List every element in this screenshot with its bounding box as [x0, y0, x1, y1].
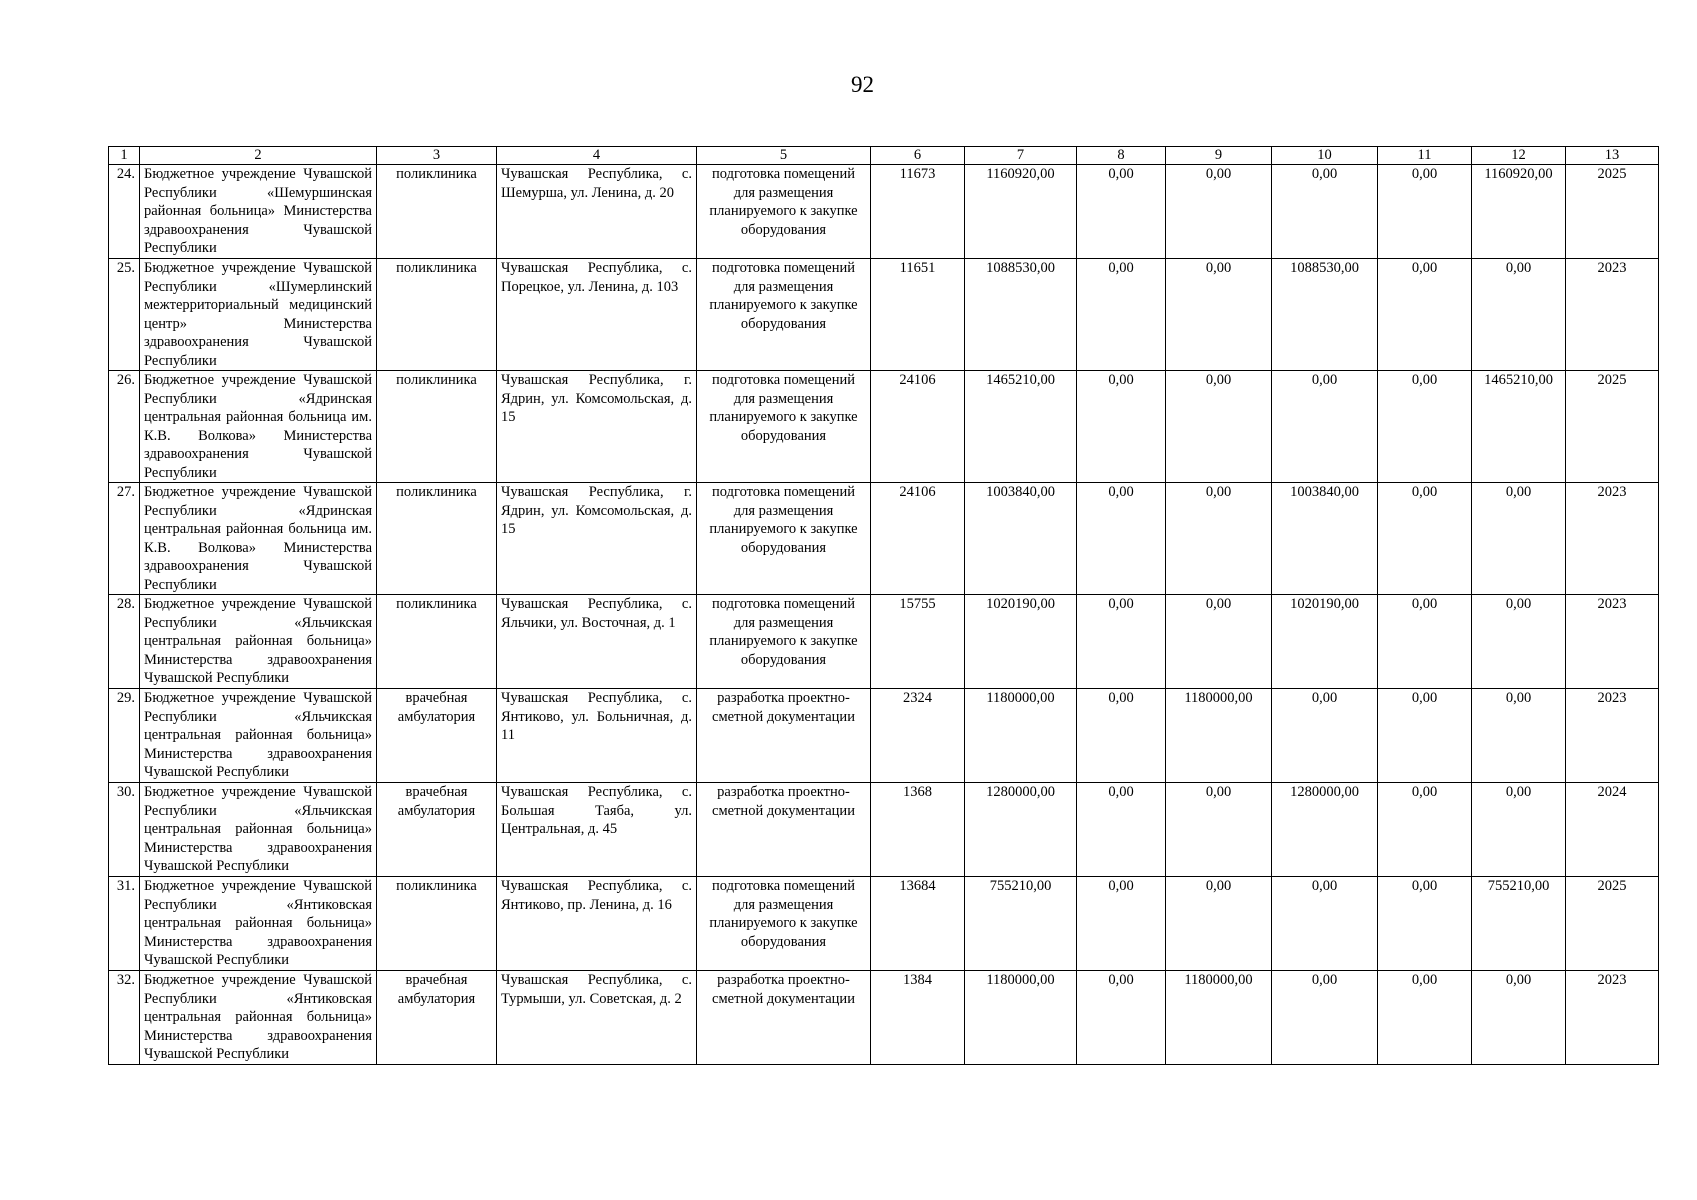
column-header: 10 — [1272, 147, 1378, 165]
cell-col-7: 1465210,00 — [965, 371, 1077, 483]
cell-col-11: 0,00 — [1378, 783, 1472, 877]
facility-type: поликлиника — [377, 483, 497, 595]
table-row — [109, 595, 1659, 689]
cell-col-9: 0,00 — [1166, 483, 1272, 595]
facility-address: Чувашская Республика, с. Яльчики, ул. Восточная, д. 1 — [497, 595, 697, 689]
cell-col-9: 0,00 — [1166, 259, 1272, 371]
cell-col-6: 1384 — [871, 971, 965, 1065]
row-number: 26. — [109, 371, 140, 483]
column-header: 11 — [1378, 147, 1472, 165]
cell-col-8: 0,00 — [1077, 783, 1166, 877]
organization-name: Бюджетное учреждение Чувашской Республики «Ядринская центральная районная больница им. К.В. Волкова» Министерства здравоохранения Чувашской Республики — [140, 483, 377, 595]
cell-col-10: 1003840,00 — [1272, 483, 1378, 595]
cell-col-12: 755210,00 — [1472, 877, 1566, 971]
cell-col-8: 0,00 — [1077, 595, 1166, 689]
row-number: 31. — [109, 877, 140, 971]
cell-col-12: 0,00 — [1472, 971, 1566, 1065]
column-header: 3 — [377, 147, 497, 165]
organization-name: Бюджетное учреждение Чувашской Республики «Шумерлинский межтерриториальный медицинский центр» Министерства здравоохранения Чувашской Республики — [140, 259, 377, 371]
organization-name: Бюджетное учреждение Чувашской Республики «Яльчикская центральная районная больница» Министерства здравоохранения Чувашской Республики — [140, 595, 377, 689]
cell-col-9: 1180000,00 — [1166, 689, 1272, 783]
column-header: 5 — [697, 147, 871, 165]
organization-name: Бюджетное учреждение Чувашской Республики «Янтиковская центральная районная больница» Министерства здравоохранения Чувашской Республики — [140, 971, 377, 1065]
cell-col-13: 2025 — [1566, 371, 1659, 483]
table-row — [109, 971, 1659, 1065]
cell-col-13: 2023 — [1566, 259, 1659, 371]
facility-type: поликлиника — [377, 165, 497, 259]
cell-col-9: 0,00 — [1166, 877, 1272, 971]
cell-col-11: 0,00 — [1378, 595, 1472, 689]
table-row — [109, 877, 1659, 971]
cell-col-6: 24106 — [871, 483, 965, 595]
cell-col-6: 11673 — [871, 165, 965, 259]
cell-col-11: 0,00 — [1378, 259, 1472, 371]
cell-col-7: 1160920,00 — [965, 165, 1077, 259]
cell-col-12: 1160920,00 — [1472, 165, 1566, 259]
cell-col-13: 2023 — [1566, 483, 1659, 595]
row-number: 32. — [109, 971, 140, 1065]
facility-address: Чувашская Республика, с. Турмыши, ул. Советская, д. 2 — [497, 971, 697, 1065]
cell-col-11: 0,00 — [1378, 165, 1472, 259]
organization-name: Бюджетное учреждение Чувашской Республики «Яльчикская центральная районная больница» Министерства здравоохранения Чувашской Республики — [140, 783, 377, 877]
cell-col-6: 24106 — [871, 371, 965, 483]
column-header: 12 — [1472, 147, 1566, 165]
cell-col-7: 1003840,00 — [965, 483, 1077, 595]
column-header: 13 — [1566, 147, 1659, 165]
table-body — [109, 165, 1659, 1065]
cell-col-8: 0,00 — [1077, 259, 1166, 371]
work-purpose: подготовка помещений для размещения планируемого к закупке оборудования — [697, 483, 871, 595]
work-purpose: подготовка помещений для размещения планируемого к закупке оборудования — [697, 259, 871, 371]
cell-col-8: 0,00 — [1077, 971, 1166, 1065]
work-purpose: подготовка помещений для размещения планируемого к закупке оборудования — [697, 595, 871, 689]
work-purpose: подготовка помещений для размещения планируемого к закупке оборудования — [697, 877, 871, 971]
facility-address: Чувашская Республика, с. Янтиково, ул. Больничная, д. 11 — [497, 689, 697, 783]
row-number: 29. — [109, 689, 140, 783]
table-row — [109, 259, 1659, 371]
column-header: 8 — [1077, 147, 1166, 165]
row-number: 27. — [109, 483, 140, 595]
facility-type: врачебная амбулатория — [377, 783, 497, 877]
facility-address: Чувашская Республика, с. Порецкое, ул. Ленина, д. 103 — [497, 259, 697, 371]
column-number-row — [109, 147, 1659, 165]
cell-col-12: 0,00 — [1472, 483, 1566, 595]
cell-col-8: 0,00 — [1077, 483, 1166, 595]
facilities-table — [108, 146, 1659, 1065]
facility-type: поликлиника — [377, 371, 497, 483]
facility-address: Чувашская Республика, с. Большая Таяба, ул. Центральная, д. 45 — [497, 783, 697, 877]
row-number: 30. — [109, 783, 140, 877]
cell-col-11: 0,00 — [1378, 371, 1472, 483]
cell-col-12: 1465210,00 — [1472, 371, 1566, 483]
column-header: 2 — [140, 147, 377, 165]
cell-col-7: 1020190,00 — [965, 595, 1077, 689]
organization-name: Бюджетное учреждение Чувашской Республики «Янтиковская центральная районная больница» Министерства здравоохранения Чувашской Республики — [140, 877, 377, 971]
cell-col-11: 0,00 — [1378, 971, 1472, 1065]
facility-type: поликлиника — [377, 595, 497, 689]
cell-col-10: 1088530,00 — [1272, 259, 1378, 371]
cell-col-12: 0,00 — [1472, 783, 1566, 877]
cell-col-8: 0,00 — [1077, 371, 1166, 483]
cell-col-9: 0,00 — [1166, 165, 1272, 259]
organization-name: Бюджетное учреждение Чувашской Республики «Яльчикская центральная районная больница» Министерства здравоохранения Чувашской Республики — [140, 689, 377, 783]
cell-col-10: 0,00 — [1272, 689, 1378, 783]
column-header: 4 — [497, 147, 697, 165]
cell-col-6: 11651 — [871, 259, 965, 371]
table-row — [109, 689, 1659, 783]
cell-col-6: 13684 — [871, 877, 965, 971]
cell-col-13: 2025 — [1566, 165, 1659, 259]
cell-col-8: 0,00 — [1077, 689, 1166, 783]
cell-col-10: 1020190,00 — [1272, 595, 1378, 689]
cell-col-13: 2023 — [1566, 689, 1659, 783]
cell-col-8: 0,00 — [1077, 877, 1166, 971]
row-number: 24. — [109, 165, 140, 259]
table-row — [109, 165, 1659, 259]
column-header: 1 — [109, 147, 140, 165]
column-header: 7 — [965, 147, 1077, 165]
facility-address: Чувашская Республика, с. Янтиково, пр. Ленина, д. 16 — [497, 877, 697, 971]
facility-type: врачебная амбулатория — [377, 971, 497, 1065]
cell-col-12: 0,00 — [1472, 259, 1566, 371]
organization-name: Бюджетное учреждение Чувашской Республики «Шемуршинская районная больница» Министерства здравоохранения Чувашской Республики — [140, 165, 377, 259]
facility-type: поликлиника — [377, 877, 497, 971]
cell-col-11: 0,00 — [1378, 689, 1472, 783]
row-number: 25. — [109, 259, 140, 371]
cell-col-12: 0,00 — [1472, 689, 1566, 783]
table-row — [109, 483, 1659, 595]
column-header: 6 — [871, 147, 965, 165]
facility-type: поликлиника — [377, 259, 497, 371]
cell-col-13: 2023 — [1566, 971, 1659, 1065]
cell-col-13: 2024 — [1566, 783, 1659, 877]
cell-col-13: 2025 — [1566, 877, 1659, 971]
cell-col-10: 1280000,00 — [1272, 783, 1378, 877]
work-purpose: разработка проектно-сметной документации — [697, 689, 871, 783]
cell-col-6: 1368 — [871, 783, 965, 877]
cell-col-7: 1180000,00 — [965, 689, 1077, 783]
facility-address: Чувашская Республика, г. Ядрин, ул. Комсомольская, д. 15 — [497, 483, 697, 595]
facility-type: врачебная амбулатория — [377, 689, 497, 783]
work-purpose: разработка проектно-сметной документации — [697, 783, 871, 877]
work-purpose: разработка проектно-сметной документации — [697, 971, 871, 1065]
cell-col-11: 0,00 — [1378, 483, 1472, 595]
cell-col-7: 1088530,00 — [965, 259, 1077, 371]
cell-col-13: 2023 — [1566, 595, 1659, 689]
cell-col-10: 0,00 — [1272, 877, 1378, 971]
cell-col-7: 1280000,00 — [965, 783, 1077, 877]
row-number: 28. — [109, 595, 140, 689]
organization-name: Бюджетное учреждение Чувашской Республики «Ядринская центральная районная больница им. К.В. Волкова» Министерства здравоохранения Чувашской Республики — [140, 371, 377, 483]
cell-col-8: 0,00 — [1077, 165, 1166, 259]
cell-col-12: 0,00 — [1472, 595, 1566, 689]
cell-col-6: 2324 — [871, 689, 965, 783]
cell-col-9: 1180000,00 — [1166, 971, 1272, 1065]
cell-col-7: 755210,00 — [965, 877, 1077, 971]
cell-col-9: 0,00 — [1166, 783, 1272, 877]
table-row — [109, 783, 1659, 877]
table-row — [109, 371, 1659, 483]
work-purpose: подготовка помещений для размещения планируемого к закупке оборудования — [697, 371, 871, 483]
cell-col-10: 0,00 — [1272, 971, 1378, 1065]
cell-col-10: 0,00 — [1272, 371, 1378, 483]
page-number: 92 — [851, 72, 874, 97]
cell-col-10: 0,00 — [1272, 165, 1378, 259]
cell-col-9: 0,00 — [1166, 595, 1272, 689]
cell-col-9: 0,00 — [1166, 371, 1272, 483]
facility-address: Чувашская Республика, с. Шемурша, ул. Ленина, д. 20 — [497, 165, 697, 259]
column-header: 9 — [1166, 147, 1272, 165]
cell-col-6: 15755 — [871, 595, 965, 689]
facility-address: Чувашская Республика, г. Ядрин, ул. Комсомольская, д. 15 — [497, 371, 697, 483]
work-purpose: подготовка помещений для размещения планируемого к закупке оборудования — [697, 165, 871, 259]
cell-col-7: 1180000,00 — [965, 971, 1077, 1065]
cell-col-11: 0,00 — [1378, 877, 1472, 971]
